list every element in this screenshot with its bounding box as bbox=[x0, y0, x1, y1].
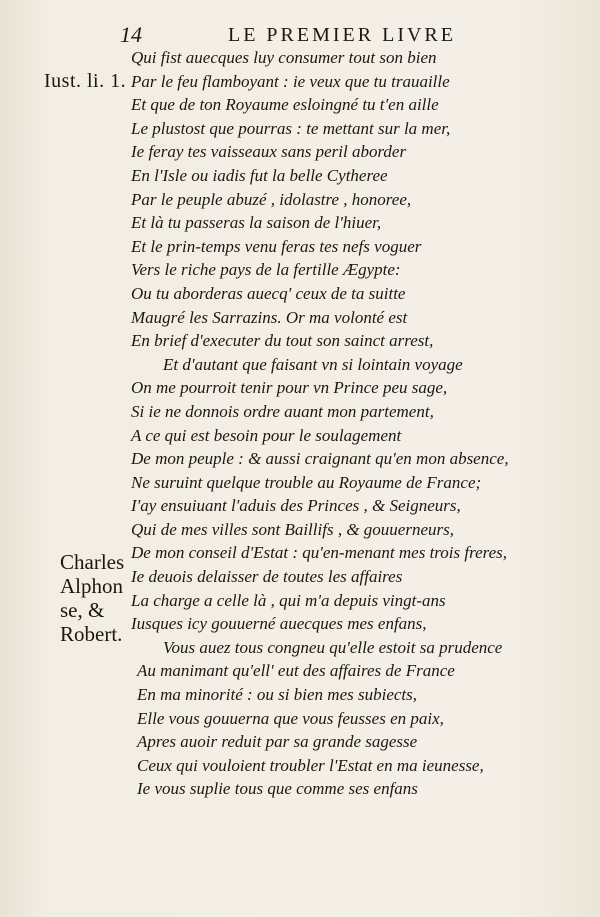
margin-note-names bbox=[60, 550, 124, 646]
verse-line: Iusques icy gouuerné auecques mes enfans, bbox=[131, 614, 427, 634]
verse-line: Qui de mes villes sont Baillifs , & gouuerneurs, bbox=[131, 519, 454, 539]
verse-line: Qui fist auecques luy consumer tout son bien bbox=[131, 48, 437, 67]
verse-line: Vous auez tous congneu qu'elle estoit sa prudence bbox=[163, 637, 503, 657]
margin-note-line: se, & bbox=[60, 598, 105, 622]
verse-line: La charge a celle là , qui m'a depuis vingt-ans bbox=[131, 590, 446, 610]
verse-line: Et le prin-temps venu feras tes nefs voguer bbox=[131, 236, 422, 256]
verse-line: En l'Isle ou iadis fut la belle Cytheree bbox=[131, 165, 388, 185]
verse-line: Ceux qui vouloient troubler l'Estat en ma ieunesse, bbox=[137, 755, 484, 775]
verse-line: Le plustost que pourras : te mettant sur la mer, bbox=[131, 118, 451, 138]
verse-line: Apres auoir reduit par sa grande sagesse bbox=[137, 732, 418, 752]
verse-line: Et d'autant que faisant vn si lointain voyage bbox=[163, 354, 463, 374]
verse-line: De mon peuple : & aussi craignant qu'en mon absence, bbox=[131, 449, 509, 469]
verse-line: En brief d'executer du tout son sainct arrest, bbox=[131, 331, 434, 351]
verse-line: Ie feray tes vaisseaux sans peril aborder bbox=[131, 142, 407, 162]
verse-line: Vers le riche pays de la fertille Ægypte: bbox=[131, 260, 401, 280]
page-header bbox=[120, 22, 540, 48]
verse-line: En ma minorité : ou si bien mes subiects, bbox=[137, 685, 417, 705]
verse-line: I'ay ensuiuant l'aduis des Princes , & Seigneurs, bbox=[131, 496, 461, 516]
margin-note-line: Alphon bbox=[60, 574, 123, 598]
verse-line: Ne suruint quelque trouble au Royaume de France; bbox=[131, 472, 482, 492]
verse-line: Et que de ton Royaume esloingné tu t'en aille bbox=[131, 95, 439, 115]
verse-line: Par le peuple abuzé , idolastre , honoree, bbox=[131, 189, 412, 209]
margin-note-reference: Iust. li. 1. bbox=[44, 70, 127, 92]
verse-text bbox=[131, 46, 551, 801]
verse-line: On me pourroit tenir pour vn Prince peu sage, bbox=[131, 378, 448, 398]
verse-line: A ce qui est besoin pour le soulagement bbox=[131, 425, 402, 445]
running-title: LE PREMIER LIVRE bbox=[228, 24, 456, 46]
verse-line: Ou tu aborderas auecq' ceux de ta suitte bbox=[131, 283, 406, 303]
verse-line: Par le feu flamboyant : ie veux que tu trauaille bbox=[131, 71, 450, 91]
verse-line: Ie deuois delaisser de toutes les affaires bbox=[131, 567, 403, 587]
verse-line: Au manimant qu'ell' eut des affaires de France bbox=[137, 661, 455, 681]
verse-line: Ie vous suplie tous que comme ses enfans bbox=[137, 779, 418, 799]
margin-note-line: Charles bbox=[60, 550, 125, 574]
verse-line: Si ie ne donnois ordre auant mon partement, bbox=[131, 401, 434, 421]
margin-note-line: Robert. bbox=[60, 622, 123, 646]
verse-line: Et là tu passeras la saison de l'hiuer, bbox=[131, 213, 382, 233]
verse-line: Elle vous gouuerna que vous feusses en paix, bbox=[137, 708, 444, 728]
verse-line: De mon conseil d'Estat : qu'en-menant mes trois freres, bbox=[131, 543, 508, 563]
page-number: 14 bbox=[120, 22, 142, 47]
verse-line: Maugré les Sarrazins. Or ma volonté est bbox=[131, 307, 408, 327]
